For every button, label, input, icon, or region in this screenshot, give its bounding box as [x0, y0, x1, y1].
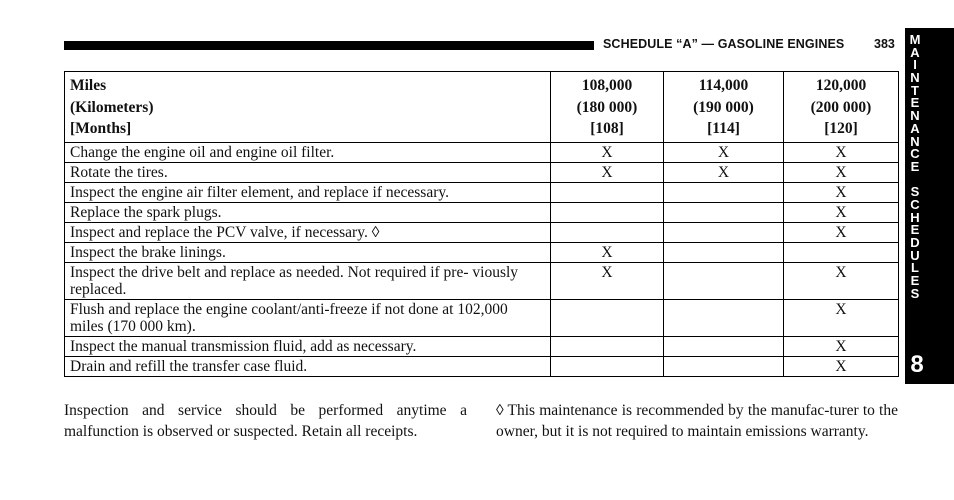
- section-tab-letter: T: [911, 82, 919, 98]
- service-mark: X: [551, 262, 664, 299]
- service-mark: X: [664, 142, 784, 162]
- service-mark: [664, 262, 784, 299]
- section-tab-letter: N: [910, 133, 920, 149]
- section-tab-letter: E: [910, 95, 920, 111]
- service-mark: X: [784, 182, 899, 202]
- table-row: [65, 202, 899, 222]
- service-mark: [551, 182, 664, 202]
- column-km: (180 000): [576, 98, 638, 116]
- miles-label: Miles: [70, 77, 107, 94]
- table-row: [65, 242, 899, 262]
- section-thumb-tab: [905, 28, 954, 384]
- table-row: [65, 336, 899, 356]
- section-tab-letter: N: [910, 70, 920, 86]
- service-mark: [551, 299, 664, 336]
- service-mark: X: [784, 356, 899, 376]
- section-tab-letter: E: [910, 273, 920, 289]
- section-tab-letter: U: [910, 247, 920, 263]
- service-item: Drain and refill the transfer case fluid.: [65, 356, 551, 376]
- section-tab-letter: C: [910, 196, 920, 212]
- service-mark: [551, 222, 664, 242]
- service-mark: [551, 336, 664, 356]
- table-header-row: [65, 72, 899, 143]
- column-months: [108]: [590, 120, 624, 137]
- section-tab-letter: S: [910, 184, 920, 200]
- section-tab-letter: C: [910, 146, 920, 162]
- service-item: Change the engine oil and engine oil filter.: [65, 142, 551, 162]
- interval-label-cell: [65, 72, 551, 143]
- column-miles: 114,000: [698, 77, 749, 94]
- inspection-note: Inspection and service should be performed anytime a malfunction is observed or suspected. Retain all receipts.: [64, 402, 467, 440]
- service-mark: [664, 299, 784, 336]
- service-item: Inspect the brake linings.: [65, 242, 551, 262]
- service-mark: X: [784, 299, 899, 336]
- service-mark: X: [784, 142, 899, 162]
- maintenance-schedule-table: [64, 71, 899, 377]
- service-mark: [551, 202, 664, 222]
- table-row: [65, 182, 899, 202]
- page-number: 383: [874, 37, 895, 51]
- service-mark: X: [784, 202, 899, 222]
- service-mark: [664, 336, 784, 356]
- section-tab-letter: L: [911, 260, 919, 276]
- service-item: Flush and replace the engine coolant/anti-freeze if not done at 102,000 miles (170 000 km).: [65, 299, 551, 336]
- table-row: [65, 222, 899, 242]
- months-label: [Months]: [70, 120, 132, 137]
- column-km: (190 000): [693, 98, 754, 116]
- section-tab-letter: M: [909, 32, 921, 47]
- service-mark: [551, 356, 664, 376]
- service-mark: [664, 242, 784, 262]
- service-mark: X: [664, 162, 784, 182]
- section-tab-letter: N: [910, 108, 920, 124]
- section-tab-letter: I: [913, 57, 917, 73]
- section-tab-letter: D: [910, 235, 920, 250]
- section-tab-letter: S: [910, 285, 920, 301]
- section-tab-letter: H: [910, 209, 920, 225]
- table-row: [65, 142, 899, 162]
- service-mark: X: [551, 162, 664, 182]
- service-item: Inspect the engine air filter element, and replace if necessary.: [65, 182, 551, 202]
- section-number: 8: [910, 351, 924, 378]
- section-tab-letter: E: [910, 158, 920, 174]
- emissions-footnote: ◊ This maintenance is recommended by the manufac-turer to the owner, but it is not required to maintain emissions warranty.: [496, 402, 898, 440]
- service-mark: X: [784, 336, 899, 356]
- column-months: [120]: [824, 120, 858, 137]
- column-miles: 120,000: [815, 77, 867, 94]
- service-mark: [664, 222, 784, 242]
- interval-column-114000: [664, 72, 784, 143]
- page-header-title: SCHEDULE “A” — GASOLINE ENGINES: [603, 37, 845, 51]
- service-mark: X: [784, 162, 899, 182]
- service-mark: [664, 182, 784, 202]
- table-row: [65, 356, 899, 376]
- column-km: (200 000): [810, 98, 872, 116]
- column-months: [114]: [707, 120, 740, 137]
- service-item: Inspect and replace the PCV valve, if necessary. ◊: [65, 222, 551, 242]
- interval-column-108000: [551, 72, 664, 143]
- section-tab-letter: A: [910, 44, 920, 60]
- service-mark: [664, 202, 784, 222]
- section-tab-letter: A: [910, 120, 920, 136]
- service-item: Replace the spark plugs.: [65, 202, 551, 222]
- table-body: [65, 142, 899, 376]
- service-item: Rotate the tires.: [65, 162, 551, 182]
- service-mark: X: [784, 262, 899, 299]
- service-item: Inspect the manual transmission fluid, add as necessary.: [65, 336, 551, 356]
- service-mark: X: [784, 222, 899, 242]
- kilometers-label: (Kilometers): [70, 98, 154, 116]
- section-tab-letter: E: [910, 222, 920, 238]
- table-row: [65, 262, 899, 299]
- service-mark: [664, 356, 784, 376]
- table-row: [65, 299, 899, 336]
- section-tab-title: [905, 34, 925, 300]
- service-item: Inspect the drive belt and replace as needed. Not required if pre- viously replaced.: [65, 262, 551, 299]
- column-miles: 108,000: [581, 77, 633, 94]
- service-mark: X: [551, 142, 664, 162]
- interval-column-120000: [784, 72, 899, 143]
- service-mark: X: [551, 242, 664, 262]
- header-rule: [64, 41, 594, 50]
- service-mark: [784, 242, 899, 262]
- table-row: [65, 162, 899, 182]
